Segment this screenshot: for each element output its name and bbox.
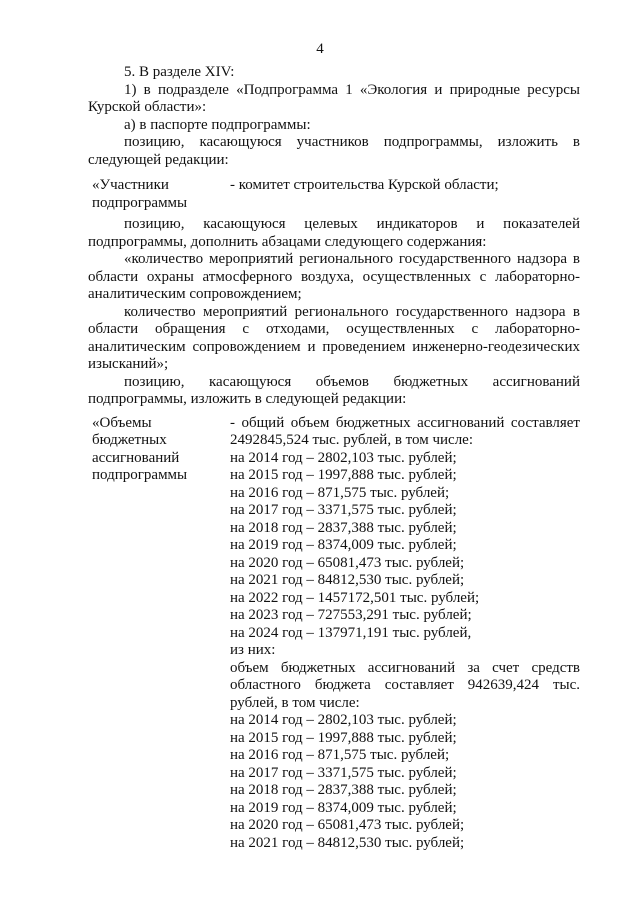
- budget-year-line: на 2019 год – 8374,009 тыс. рублей;: [230, 537, 457, 553]
- regional-year-line: на 2014 год – 2802,103 тыс. рублей;: [230, 712, 457, 728]
- regional-budget-line: рублей, в том числе:: [230, 694, 360, 711]
- budget-values: [230, 415, 580, 853]
- participants-label: [88, 177, 230, 212]
- document-body: [88, 64, 580, 852]
- regional-year-line: на 2021 год – 84812,530 тыс. рублей;: [230, 834, 465, 851]
- regional-budget-line: объем бюджетных ассигнований за счет средств: [230, 659, 580, 676]
- participants-intro-paragraph: позицию, касающуюся участников подпрограммы, изложить в следующей редакции:: [88, 134, 580, 168]
- regional-year-line: на 2020 год – 65081,473 тыс. рублей;: [230, 817, 465, 833]
- budget-label-line: подпрограммы: [92, 467, 188, 483]
- budget-of-them-line: из них:: [230, 642, 276, 658]
- budget-total-line: - общий объем бюджетных ассигнований составляет: [230, 414, 580, 431]
- budget-label-line: бюджетных: [92, 432, 167, 448]
- budget-year-line: на 2018 год – 2837,388 тыс. рублей;: [230, 519, 457, 536]
- subsection-paragraph: 1) в подразделе «Подпрограмма 1 «Экология и природные ресурсы Курской области»:: [88, 81, 580, 115]
- regional-year-line: на 2018 год – 2837,388 тыс. рублей;: [230, 782, 457, 798]
- indicator-paragraph: «количество мероприятий регионального государственного надзора в области охраны атмосферного воздуха, осуществленных с лабораторно-аналитическим сопровождением;: [88, 251, 580, 302]
- regional-year-line: на 2015 год – 1997,888 тыс. рублей;: [230, 729, 457, 746]
- indicators-intro-paragraph: позицию, касающуюся целевых индикаторов и показателей подпрограммы, дополнить абзацами следующего содержания:: [88, 216, 580, 250]
- regional-year-line: на 2017 год – 3371,575 тыс. рублей;: [230, 764, 457, 781]
- participants-label-line: «Участники: [92, 177, 169, 193]
- budget-intro-paragraph: позицию, касающуюся объемов бюджетных ассигнований подпрограммы, изложить в следующей редакции:: [88, 373, 580, 407]
- budget-year-line: на 2017 год – 3371,575 тыс. рублей;: [230, 502, 457, 518]
- page-number: 4: [316, 41, 324, 57]
- budget-year-line: на 2015 год – 1997,888 тыс. рублей;: [230, 467, 457, 483]
- section-heading: 5. В разделе XIV:: [124, 64, 235, 80]
- regional-budget-line: областного бюджета составляет 942639,424 тыс.: [230, 677, 580, 693]
- item-a-paragraph: а) в паспорте подпрограммы:: [124, 116, 311, 133]
- regional-year-line: на 2019 год – 8374,009 тыс. рублей;: [230, 799, 457, 816]
- participants-value: - комитет строительства Курской области;: [230, 177, 499, 193]
- budget-label-line: ассигнований: [92, 449, 180, 466]
- participants-table-row: [88, 177, 580, 212]
- budget-table-row: [88, 415, 580, 853]
- budget-total-line: 2492845,524 тыс. рублей, в том числе:: [230, 432, 474, 448]
- budget-label-line: «Объемы: [92, 414, 152, 431]
- budget-year-line: на 2014 год – 2802,103 тыс. рублей;: [230, 449, 457, 466]
- budget-year-line: на 2024 год – 137971,191 тыс. рублей,: [230, 624, 472, 641]
- budget-year-line: на 2020 год – 65081,473 тыс. рублей;: [230, 554, 465, 571]
- indicator-paragraph: количество мероприятий регионального государственного надзора в области обращения с отходами, осуществленных с лабораторно-аналитическим сопровождением и проведением инженерно-геодезических изысканий»;: [88, 303, 580, 372]
- regional-year-line: на 2016 год – 871,575 тыс. рублей;: [230, 747, 450, 763]
- budget-year-line: на 2022 год – 1457172,501 тыс. рублей;: [230, 589, 480, 606]
- participants-label-line: подпрограммы: [92, 194, 188, 211]
- budget-year-line: на 2021 год – 84812,530 тыс. рублей;: [230, 572, 465, 588]
- budget-year-line: на 2016 год – 871,575 тыс. рублей;: [230, 484, 450, 501]
- budget-year-line: на 2023 год – 727553,291 тыс. рублей;: [230, 607, 472, 623]
- budget-label: [88, 415, 230, 485]
